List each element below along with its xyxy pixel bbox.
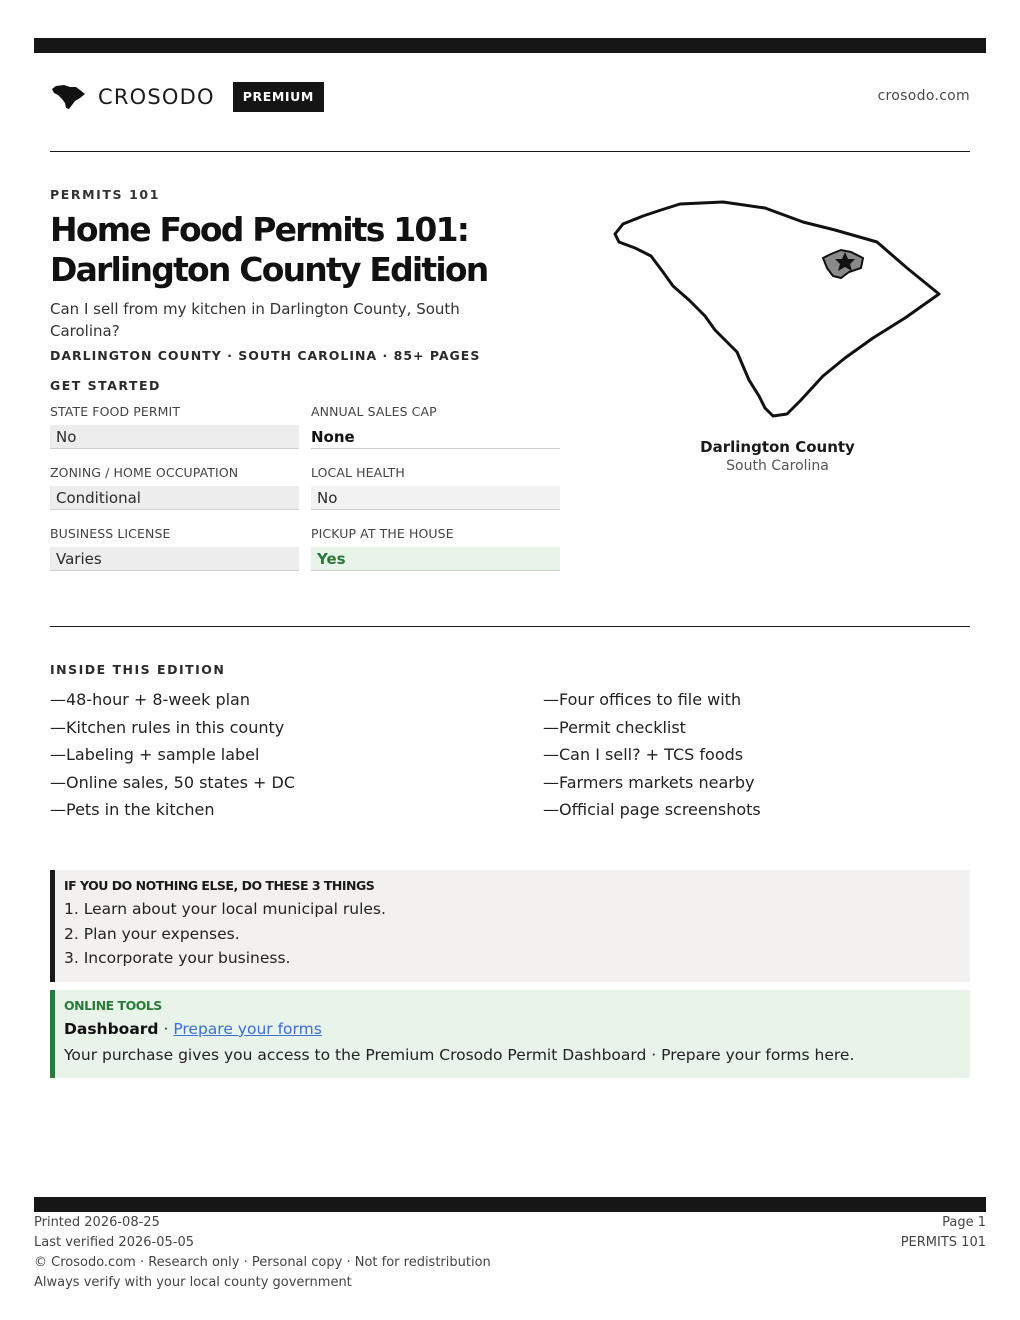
fact-label: ANNUAL SALES CAP (311, 404, 437, 419)
list-item: —Labeling + sample label (50, 745, 260, 765)
page-number: Page 1 (942, 1215, 986, 1230)
brand-name: CROSODO (98, 85, 215, 109)
fact-business-license (50, 526, 299, 571)
fact-label: BUSINESS LICENSE (50, 526, 171, 541)
action-item: 2. Plan your expenses. (64, 924, 240, 943)
fact-annual-sales-cap (311, 404, 560, 449)
footer-section: PERMITS 101 (900, 1235, 986, 1250)
list-item: —Can I sell? + TCS foods (543, 745, 744, 765)
section-divider (50, 626, 970, 627)
list-item: —Official page screenshots (543, 800, 761, 820)
state-silhouette-icon (50, 83, 86, 111)
copyright: © Crosodo.com · Research only · Personal copy · Not for redistribution (34, 1255, 491, 1270)
callout-heading: ONLINE TOOLS (64, 998, 162, 1013)
fact-pickup-at-house (311, 526, 560, 571)
subtitle: Can I sell from my kitchen in Darlington County, South Carolina? (50, 300, 460, 340)
list-item: —Pets in the kitchen (50, 800, 215, 820)
fact-value: No (50, 425, 299, 449)
list-item: —Online sales, 50 states + DC (50, 772, 296, 792)
fact-value: Conditional (50, 486, 299, 510)
three-things-callout (50, 870, 970, 982)
site-url[interactable]: crosodo.com (877, 88, 970, 104)
title-line-1: Home Food Permits 101: (50, 210, 469, 249)
footer-right (901, 1213, 986, 1253)
logo[interactable] (50, 80, 324, 114)
contents-list-left (50, 688, 295, 826)
printed-date: Printed 2026-08-25 (34, 1215, 160, 1230)
top-bar (34, 38, 986, 53)
online-tools-callout (50, 990, 970, 1078)
fact-label: LOCAL HEALTH (311, 465, 405, 480)
separator: · (158, 1020, 174, 1038)
fact-zoning (50, 465, 299, 510)
fact-label: PICKUP AT THE HOUSE (311, 526, 454, 541)
fact-label: ZONING / HOME OCCUPATION (50, 465, 239, 480)
list-item: —Four offices to file with (543, 690, 742, 709)
south-carolina-map-icon (605, 196, 950, 426)
fact-local-health (311, 465, 560, 510)
header (50, 80, 970, 116)
map-county-name: Darlington County (700, 438, 855, 456)
title-line-2: Darlington County Edition (50, 250, 488, 289)
dashboard-label: Dashboard (64, 1020, 159, 1038)
premium-badge: PREMIUM (233, 82, 324, 112)
verified-date: Last verified 2026-05-05 (34, 1235, 194, 1250)
list-item: —48-hour + 8-week plan (50, 690, 250, 709)
fact-label: STATE FOOD PERMIT (50, 404, 181, 419)
dashboard-line (64, 1016, 970, 1042)
map-caption (605, 438, 950, 474)
contents-list-right (543, 688, 761, 826)
callout-heading: IF YOU DO NOTHING ELSE, DO THESE 3 THINGS (64, 878, 375, 893)
fact-value: Varies (50, 547, 299, 571)
fact-value: None (311, 425, 560, 449)
header-divider (50, 151, 970, 152)
verify-note: Always verify with your local county government (34, 1275, 352, 1290)
action-item: 3. Incorporate your business. (64, 949, 291, 967)
action-item: 1. Learn about your local municipal rules. (64, 900, 386, 918)
kicker: PERMITS 101 (50, 187, 160, 202)
map-state-name: South Carolina (726, 458, 829, 474)
prepare-forms-link[interactable]: Prepare your forms (173, 1020, 322, 1038)
get-started-label: GET STARTED (50, 378, 161, 393)
footer-left (34, 1213, 491, 1293)
list-item: —Farmers markets nearby (543, 772, 755, 792)
fact-value: Yes (311, 547, 560, 571)
fact-value: No (311, 486, 560, 510)
dashboard-description: Your purchase gives you access to the Premium Crosodo Permit Dashboard · Prepare your forms here. (64, 1046, 855, 1064)
bottom-bar (34, 1197, 986, 1212)
page-title (50, 210, 550, 290)
list-item: —Kitchen rules in this county (50, 717, 285, 737)
fact-state-food-permit (50, 404, 299, 449)
list-item: —Permit checklist (543, 717, 686, 737)
edition-meta: DARLINGTON COUNTY · SOUTH CAROLINA · 85+ PAGES (50, 348, 481, 363)
inside-edition-label: INSIDE THIS EDITION (50, 662, 226, 677)
